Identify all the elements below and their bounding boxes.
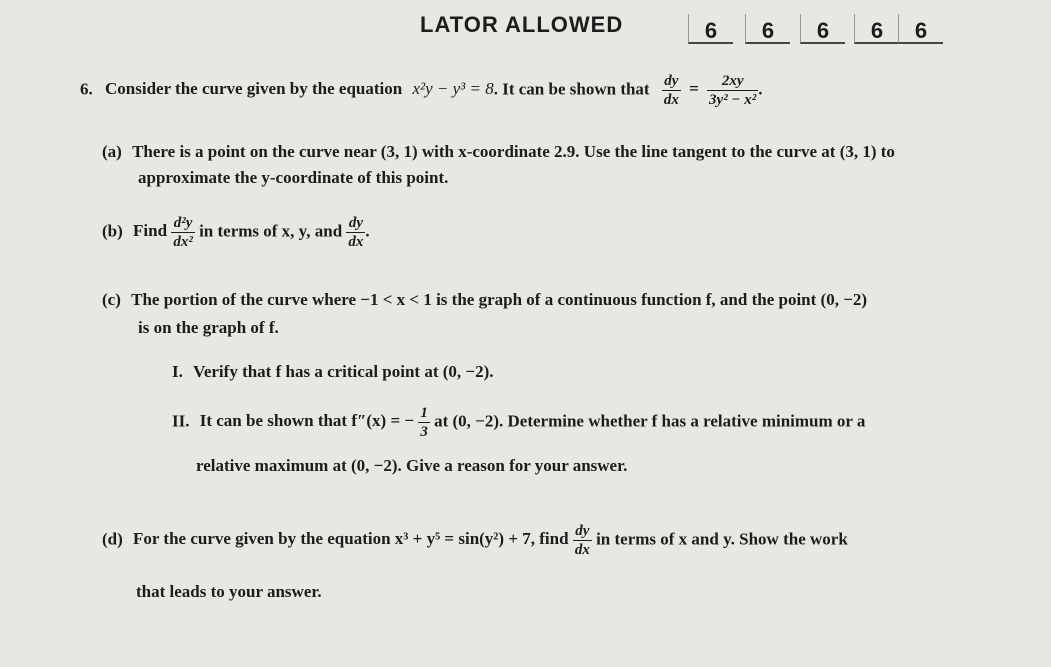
header-title: LATOR ALLOWED [420,12,624,37]
part-c-sub2-pre: It can be shown that f″(x) = − [199,411,415,431]
part-d-post: in terms of x and y. Show the work [596,529,848,549]
part-c-sub2-frac [418,404,430,441]
part-a-text1: There is a point on the curve near (3, 1) with x-coordinate 2.9. Use the line tangent to the curve at (3, 1) to [132,142,895,161]
part-b-frac-den: dx² [173,234,193,250]
part-c-sub1-label: I. [172,362,183,381]
part-d-frac-num: dy [573,522,592,541]
derivative-rhs-num: 2xy [707,72,758,91]
question-number: 6. [80,79,93,99]
part-c-sub1 [172,362,494,382]
part-c-sub1-text: Verify that f has a critical point at (0, −2). [193,362,494,381]
part-c-sub2-frac-den: 3 [420,424,428,440]
part-c-sub2-line2: relative maximum at (0, −2). Give a reason for your answer. [196,456,628,475]
part-b-first-derivative [346,214,365,251]
part-d-frac-den: dx [574,542,590,558]
part-b-end: . [365,221,370,241]
part-c-line1 [102,290,867,310]
question-intro: Consider the curve given by the equation [105,79,403,99]
question-intro-line: 6. Consider the curve given by the equation x²y − y³ = 8. It can be shown that $\frac{dy}{dx}$ = $\frac{2xy}{\text{3y² − x²}}$ . [80,73,763,108]
part-c-text1: The portion of the curve where −1 < x < 1 is the graph of a continuous function f, and the point (0, −2) [131,290,868,309]
part-b-frac2-den: dx [348,234,364,250]
answer-box-1: 6 [688,14,733,44]
part-c-sub2-frac-num: 1 [420,405,428,421]
part-d-derivative [573,522,592,559]
answer-box-5: 6 [898,14,943,44]
part-b-frac2-num: dy [346,214,365,233]
part-b-second-derivative [171,214,195,251]
answer-box-2: 6 [745,14,790,44]
derivative-rhs-den: 3y² − x² [709,92,757,108]
part-d-label: (d) [102,529,123,549]
answer-box-4: 6 [854,14,899,44]
curve-equation: x²y − y³ = 8 [412,79,494,99]
part-b-mid: in terms of x, y, and [199,221,343,241]
part-d-pre: For the curve given by the equation x³ + y⁵ = sin(y²) + 7, find [133,529,569,549]
part-d-line1 [102,522,848,559]
part-c-line2: is on the graph of f. [138,318,279,337]
part-b-line [102,214,370,251]
part-a-line2: approximate the y-coordinate of this point. [138,168,449,187]
part-c-sub2 [172,404,865,441]
part-b-frac-num: d²y [171,214,195,233]
derivative-lhs [662,72,681,109]
part-c-sub2-label: II. [172,411,190,431]
question-intro-tail: . It can be shown that [493,79,650,99]
part-a-line1 [102,142,895,162]
derivative-rhs [707,72,758,109]
part-d-line2: that leads to your answer. [136,582,322,601]
part-b-label: (b) [102,221,123,241]
part-a-label: (a) [102,142,122,161]
part-c-sub2-post: at (0, −2). Determine whether f has a relative minimum or a [434,411,866,431]
derivative-lhs-den: dx [663,92,679,108]
answer-box-3: 6 [800,14,845,44]
derivative-lhs-num: dy [662,72,681,91]
part-c-label: (c) [102,290,121,309]
part-b-find: Find [133,221,168,241]
